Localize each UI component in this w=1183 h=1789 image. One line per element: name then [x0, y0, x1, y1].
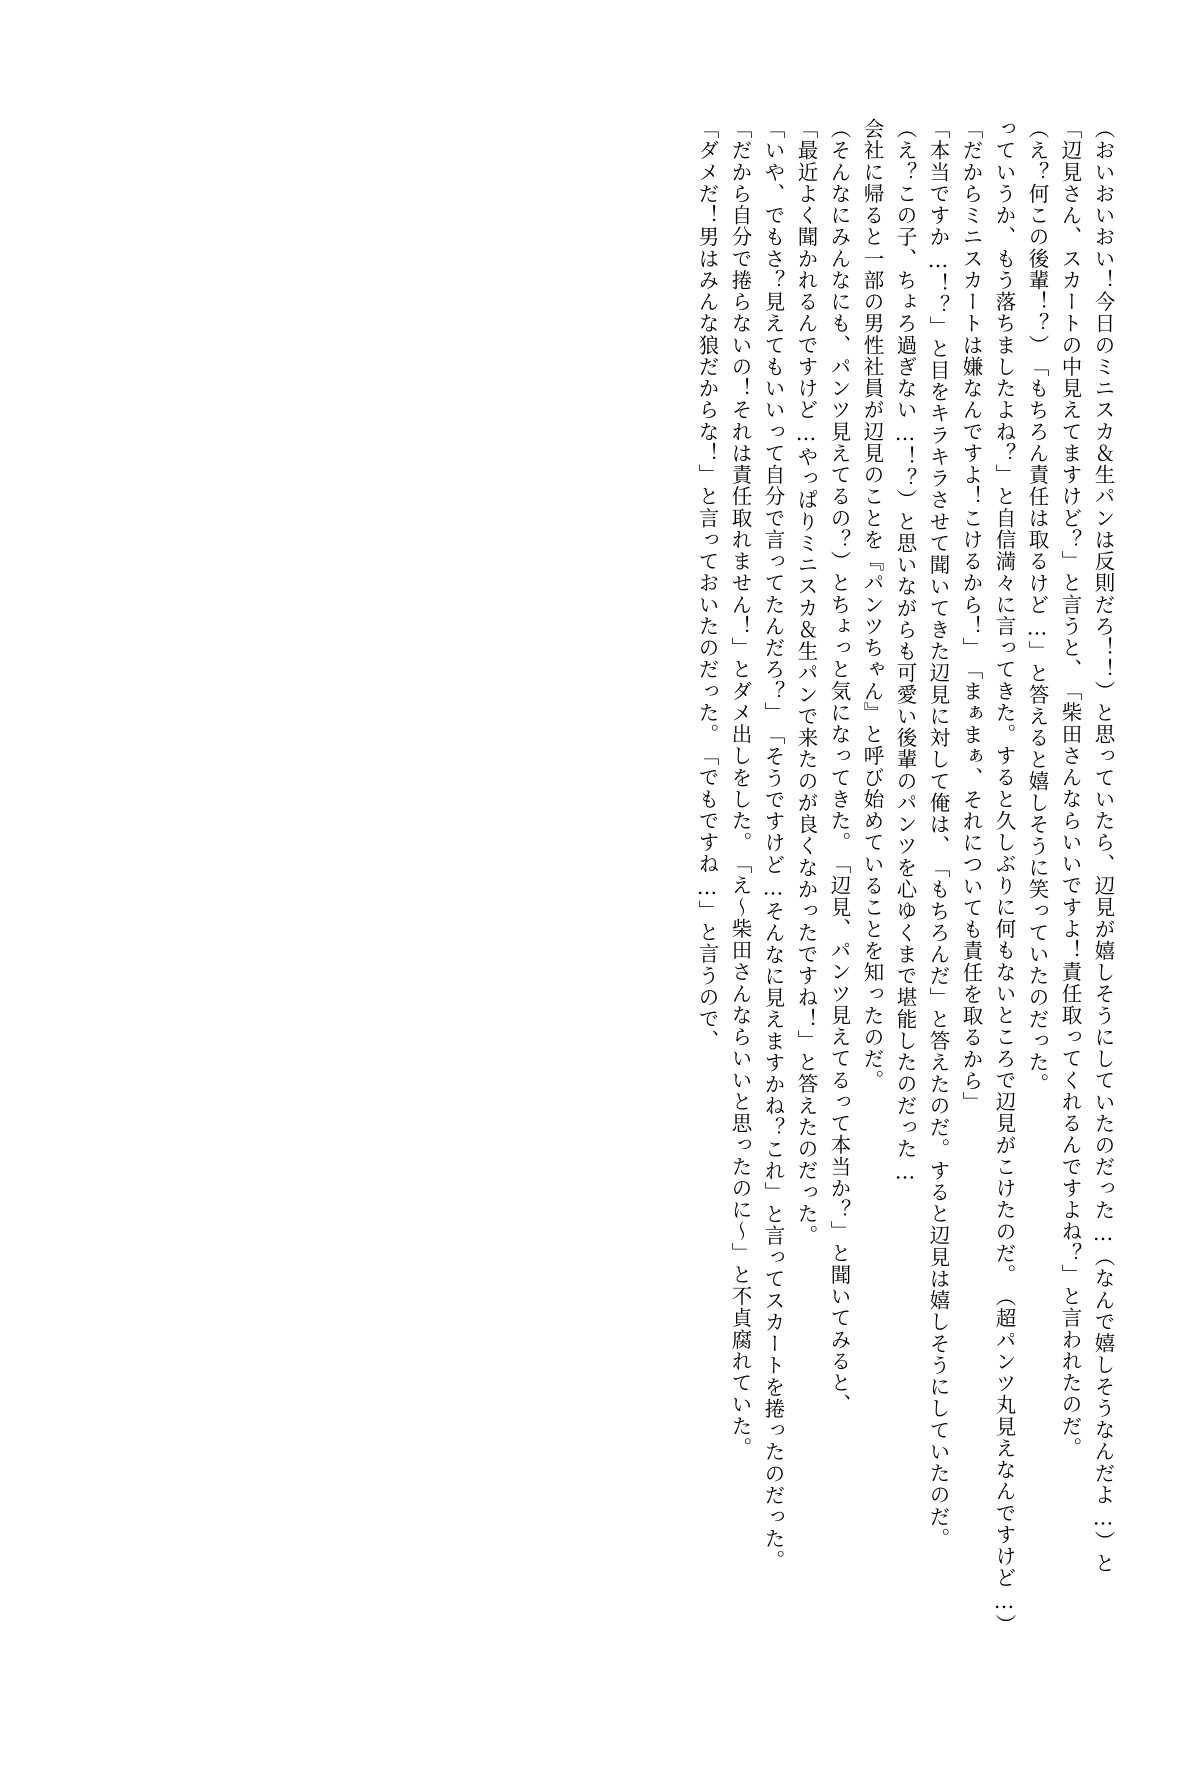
text-line: （え？何この後輩！？）	[1025, 118, 1049, 356]
text-line: だった…	[1091, 1156, 1115, 1247]
text-line: （そんなにみんなにも、パンツ見えてるの？）とちょっと気になってきた。	[827, 118, 851, 854]
text-line: （え？この子、ちょろ過ぎない…！？）と思いながらも可愛い後輩のパンツを心ゆくまで堪能したのだっ	[893, 118, 917, 1138]
text-line: た…	[893, 1138, 917, 1185]
text-line: （超パンツ丸見えなんですけど…）	[992, 1285, 1016, 1636]
text-line: 「柴田さんならいいですよ！責任取ってくれるんですよね？」と言われたのだ。	[1058, 680, 1082, 1459]
text-line: 「いや、でもさ？見えてもいいって自分で言ってたんだろ？」	[761, 118, 785, 724]
text-line: 「本当ですか…！？」と目をキラキラさせて聞いてきた辺見に対して俺は、	[926, 118, 950, 857]
text-line: 「そうですけど…そんなに見えますかね？これ」と言ってスカートを捲ったのだった。	[761, 723, 785, 1571]
text-line: 「え〜柴田さんならいいと思ったのに〜」と不貞腐れていた。	[728, 853, 752, 1459]
text-line: 「最近よく聞かれるんですけど…やっぱりミニスカ＆生パンで来たのが良くなかったですね！」と答えた	[794, 118, 818, 1138]
text-line: すると久しぶりに何もないところで辺見がこけたのだ。	[992, 745, 1016, 1286]
text-line: 「まぁまぁ、それについても責任を取るから」	[959, 658, 983, 1113]
text-line: 「もちろんだ」と答えたのだ。すると辺見は嬉しそうにしていたのだ。	[926, 856, 950, 1549]
text-line: 「もちろん責任は取るけど…」と答えると嬉しそうに笑っていたのだった。	[1025, 355, 1049, 1095]
text-line: 「だからミニスカートは嫌なんですよ！こけるから！」	[959, 118, 983, 659]
text-line: っていうか、もう落ちましたよね？」と自信満々に言ってきた。	[992, 118, 1016, 746]
vertical-text-body	[70, 118, 1113, 1638]
text-line: 「辺見、パンツ見えてるって本当か？」と聞いてみると、	[827, 853, 851, 1416]
text-line: 会社に帰ると一部の男性社員が辺見のことを『パンツちゃん』と呼び始めていることを知ったのだ。	[860, 118, 884, 1092]
text-line: （おいおいおい！今日のミニスカ＆生パンは反則だろ！！）と思っていたら、辺見が嬉しそうにしていたの	[1091, 118, 1115, 1157]
text-line: 「ダメだ！男はみんな狼だからな！」と言っておいたのだった。	[695, 118, 719, 746]
text-line: 「辺見さん、スカートの中見えてますけど？」と言うと、	[1058, 118, 1082, 681]
text-line: （なんで嬉しそうなんだよ…）と	[1091, 1246, 1115, 1575]
text-line: 「だから自分で捲らないの！それは責任取れません！」とダメ出しをした。	[728, 118, 752, 854]
text-line: 「でもですね…」と言うので、	[695, 745, 719, 1052]
text-line: のだった。	[794, 1138, 818, 1247]
